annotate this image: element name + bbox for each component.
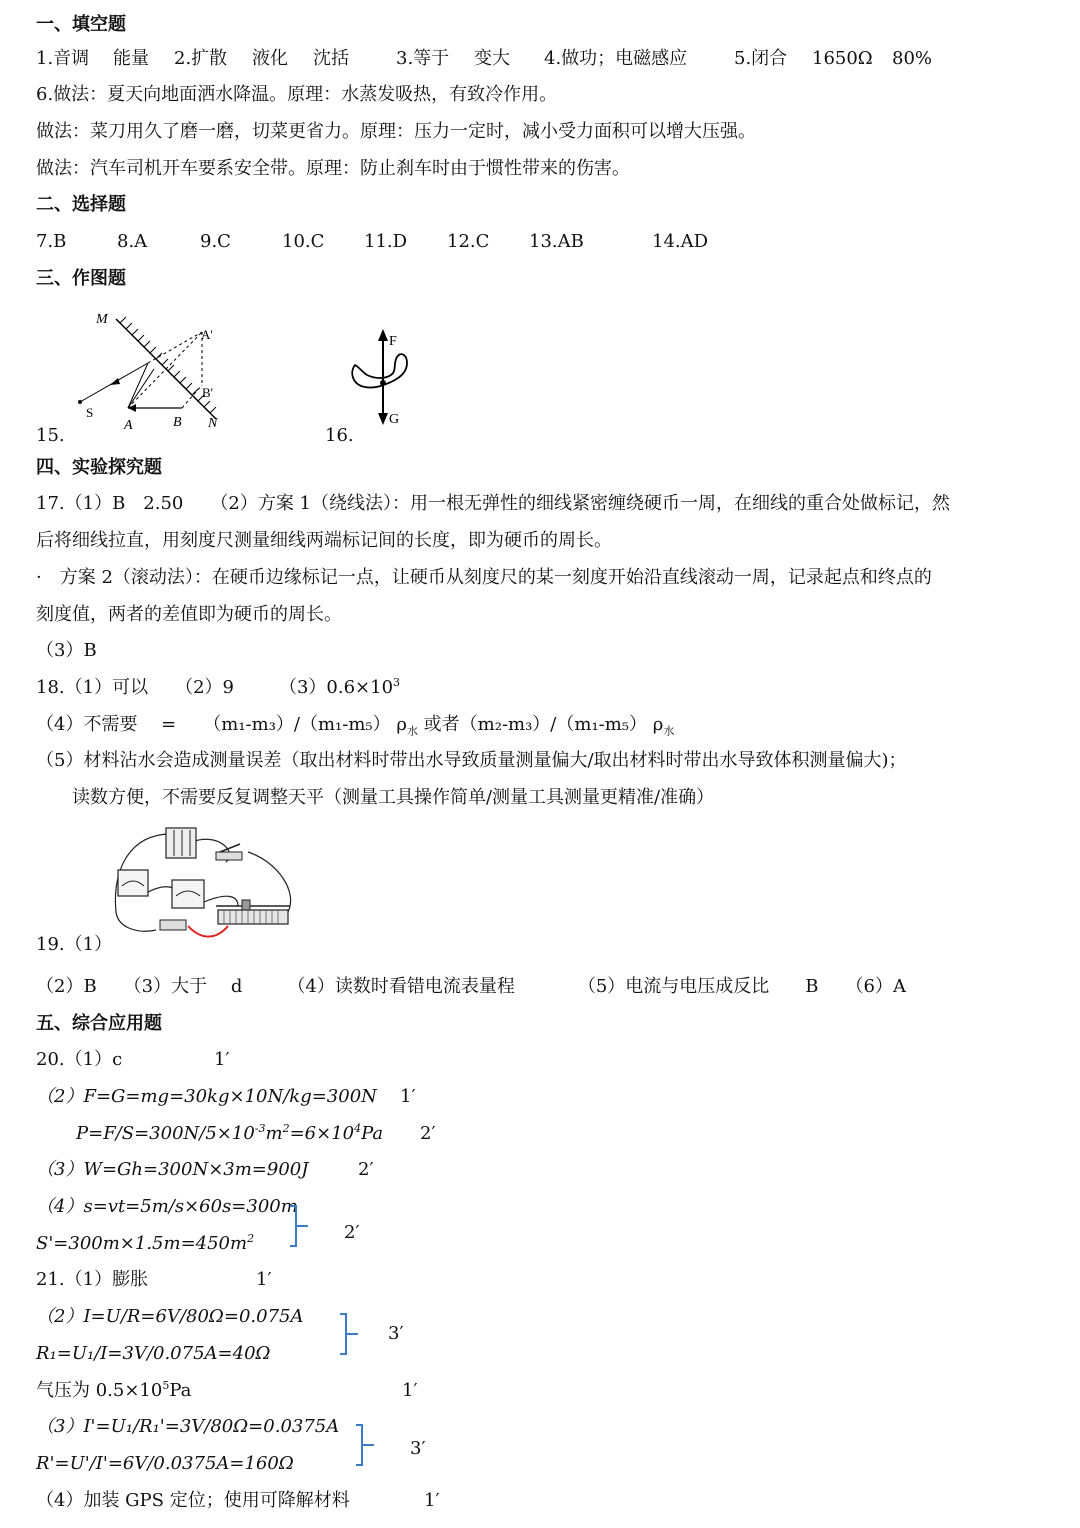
app-q20-1: 20.（1）c (36, 1049, 123, 1070)
app-q20-2b-mark: 2′ (420, 1123, 436, 1144)
exp-q18-line2: （4）不需要 = （m₁-m₃）/（m₁-m₅） $\rho_水$ 或者（m₂-m₃）/（m₁-m₅） $\rho_水$ (36, 714, 675, 738)
app-q20-2a: （2）F=G=mg=30kg×10N/kg=300N (36, 1086, 377, 1107)
fill-q2: 2.扩散 (174, 48, 228, 69)
label-S: S (86, 405, 94, 420)
fill-q4: 4.做功；电磁感应 (544, 48, 688, 69)
fill-q6-line3: 做法：汽车司机开车要系安全带。原理：防止刹车时由于惯性带来的伤害。 (36, 158, 630, 179)
fill-q5-c: 80% (892, 48, 933, 69)
label-A: A (124, 418, 133, 433)
force-diagram (345, 325, 425, 435)
app-q21-3a: （3）I'=U₁/R₁'=3V/80Ω=0.0375A (36, 1416, 340, 1437)
app-q21-3b: R'=U'/I'=6V/0.0375A=160Ω (36, 1453, 294, 1474)
label-G: G (389, 412, 400, 427)
app-q20-4b: $S'=300m\times 1.5m=450m^2$ (36, 1232, 255, 1254)
app-q20-4a: （4）s=vt=5m/s×60s=300m (36, 1196, 298, 1217)
app-q21-2b: R₁=U₁/I=3V/0.075A=40Ω (36, 1343, 271, 1364)
exp-q17-line2: 后将细线拉直，用刻度尺测量细线两端标记间的长度，即为硬币的周长。 (36, 530, 612, 551)
exp-q18-line4: 读数方便，不需要反复调整天平（测量工具操作简单/测量工具测量更精准/准确） (36, 787, 715, 808)
fill-q5-b: 1650Ω (812, 48, 873, 69)
brace-q21-3 (352, 1423, 378, 1469)
label-N: N (208, 416, 218, 431)
exp-q17-line4: 刻度值，两者的差值即为硬币的周长。 (36, 604, 342, 625)
app-q21-3-mark: 3′ (410, 1438, 426, 1459)
choice-11: 11.D (364, 231, 408, 252)
fill-q3-b: 变大 (474, 48, 510, 69)
label-A-image: A' (201, 327, 213, 342)
q16-label: 16. (325, 425, 354, 446)
label-B-image: B' (202, 385, 214, 400)
section-5-heading: 五、综合应用题 (36, 1013, 162, 1034)
exp-q19-label: 19.（1） (36, 934, 113, 955)
label-B: B (173, 415, 182, 430)
exp-q18-line3: （5）材料沾水会造成测量误差（取出材料时带出水导致质量测量偏大/取出材料时带出水导致体积测量偏大)； (36, 750, 907, 771)
choice-10: 10.C (282, 231, 325, 252)
circuit-diagram (108, 822, 318, 947)
exp-q17-line3: · 方案 2（滚动法）：在硬币边缘标记一点，让硬币从刻度尺的某一刻度开始沿直线滚动一周，记录起点和终点的 (36, 567, 932, 588)
label-M: M (96, 312, 108, 327)
section-3-heading: 三、作图题 (36, 268, 126, 289)
app-q21-1-mark: 1′ (256, 1269, 272, 1290)
section-4-heading: 四、实验探究题 (36, 457, 162, 478)
app-q21-4: （4）加装 GPS 定位；使用可降解材料 (36, 1490, 350, 1511)
brace-q21-2 (336, 1312, 362, 1358)
mirror-diagram (70, 305, 240, 435)
exp-q18-line1: 18.（1）可以 （2）9 $(3)0.6\times 10^3$ (36, 676, 401, 698)
fill-q2-b: 液化 (252, 48, 288, 69)
q15-label: 15. (36, 425, 65, 446)
app-q20-2a-mark: 1′ (400, 1086, 416, 1107)
exp-q19-line2: （2）B （3）大于 d （4）读数时看错电流表量程 （5）电流与电压成反比 B （6）A (36, 976, 906, 997)
fill-q5: 5.闭合 (734, 48, 788, 69)
app-q20-3-mark: 2′ (358, 1159, 374, 1180)
fill-q3: 3.等于 (396, 48, 450, 69)
section-1-heading: 一、填空题 (36, 14, 126, 35)
app-q21-2c: 气压为 $0.5\times 10^5Pa$ (36, 1379, 192, 1401)
fill-q6-line1: 6.做法：夏天向地面洒水降温。原理：水蒸发吸热，有致冷作用。 (36, 84, 558, 105)
section-2-heading: 二、选择题 (36, 194, 126, 215)
app-q21-4-mark: 1′ (424, 1490, 440, 1511)
label-F: F (389, 334, 397, 349)
fill-q2-c: 沈括 (313, 48, 349, 69)
app-q21-2-mark: 3′ (388, 1323, 404, 1344)
fill-q1-b: 能量 (113, 48, 149, 69)
brace-q20-4 (286, 1204, 312, 1250)
choice-8: 8.A (117, 231, 148, 252)
fill-q1: 1.音调 (36, 48, 90, 69)
app-q20-4-mark: 2′ (344, 1222, 360, 1243)
fill-q6-line2: 做法：菜刀用久了磨一磨，切菜更省力。原理：压力一定时，减小受力面积可以增大压强。 (36, 121, 756, 142)
app-q20-3: （3）W=Gh=300N×3m=900J (36, 1159, 309, 1180)
choice-9: 9.C (200, 231, 231, 252)
app-q20-1-mark: 1′ (214, 1049, 230, 1070)
choice-14: 14.AD (652, 231, 709, 252)
choice-7: 7.B (36, 231, 67, 252)
exp-q17-line1: 17.（1）B 2.50 （2）方案 1（绕线法）：用一根无弹性的细线紧密缠绕硬币一周，在细线的重合处做标记，然 (36, 493, 951, 514)
choice-12: 12.C (447, 231, 490, 252)
app-q21-2c-mark: 1′ (402, 1380, 418, 1401)
app-q21-1: 21.（1）膨胀 (36, 1269, 149, 1290)
exp-q17-line5: （3）B (36, 640, 97, 661)
app-q21-2a: （2）I=U/R=6V/80Ω=0.075A (36, 1306, 304, 1327)
app-q20-2b: $P=F/S=300N/5\times 10^{-3}m^2=6\times 10^4Pa$ (76, 1122, 384, 1144)
choice-13: 13.AB (529, 231, 584, 252)
